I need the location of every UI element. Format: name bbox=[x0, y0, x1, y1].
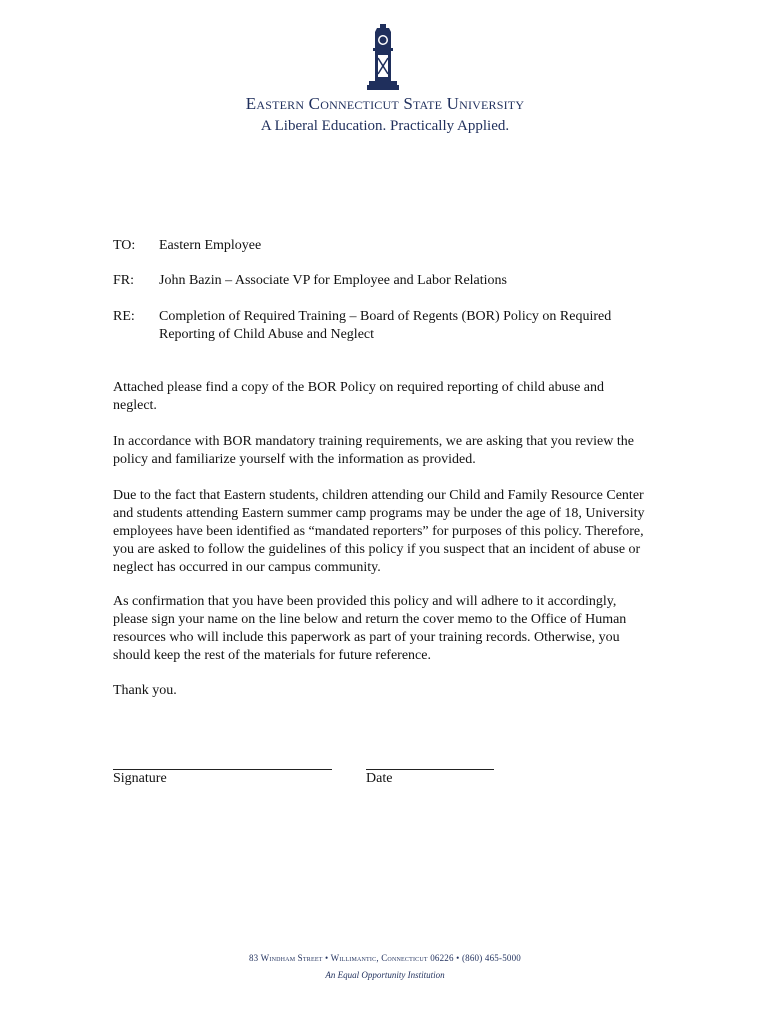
memo-to-label: TO: bbox=[113, 238, 136, 253]
body-paragraph-2: In accordance with BOR mandatory training requirements, we are asking that you review the policy and familiarize yourself with the information as provided. bbox=[113, 434, 634, 467]
university-tagline: A Liberal Education. Practically Applied. bbox=[260, 118, 510, 134]
body-paragraph-4: As confirmation that you have been provided this policy and will adhere to it accordingly, please sign your name on the line below and return the cover memo to the Office of Human resources who will include this paperwork as part of your training records. Otherwise, you should keep the rest of the materials for future reference. bbox=[113, 594, 627, 663]
university-name: Eastern Connecticut State University bbox=[245, 94, 525, 113]
body-paragraph-1: Attached please find a copy of the BOR Policy on required reporting of child abuse and neglect. bbox=[113, 380, 605, 413]
signature-label: Signature bbox=[113, 771, 167, 786]
memo-to-value: Eastern Employee bbox=[159, 238, 262, 253]
memo-from-value: John Bazin – Associate VP for Employee and Labor Relations bbox=[159, 273, 507, 288]
footer-address: 83 Windham Street • Willimantic, Connecticut 06226 • (860) 465-5000 bbox=[248, 953, 521, 963]
date-line[interactable] bbox=[366, 769, 494, 770]
memo-from-label: FR: bbox=[113, 273, 135, 288]
closing-text: Thank you. bbox=[113, 683, 177, 698]
body-paragraph-3: Due to the fact that Eastern students, children attending our Child and Family Resource Center and students attending Eastern summer camp programs may be under the age of 18, University employees have been identified as “mandated reporters” for purposes of this policy. Therefore, you are asked to follow the guidelines of this policy if you suspect that an incident of abuse or neglect has occurred in our campus community. bbox=[113, 488, 645, 575]
memo-re-value: Completion of Required Training – Board of Regents (BOR) Policy on Required Reporting of Child Abuse and Neglect bbox=[159, 309, 612, 342]
date-label: Date bbox=[366, 771, 393, 786]
university-logo bbox=[363, 24, 403, 92]
signature-line[interactable] bbox=[113, 769, 332, 770]
memo-re-label: RE: bbox=[113, 309, 135, 324]
footer-equal-opportunity: An Equal Opportunity Institution bbox=[325, 970, 445, 980]
